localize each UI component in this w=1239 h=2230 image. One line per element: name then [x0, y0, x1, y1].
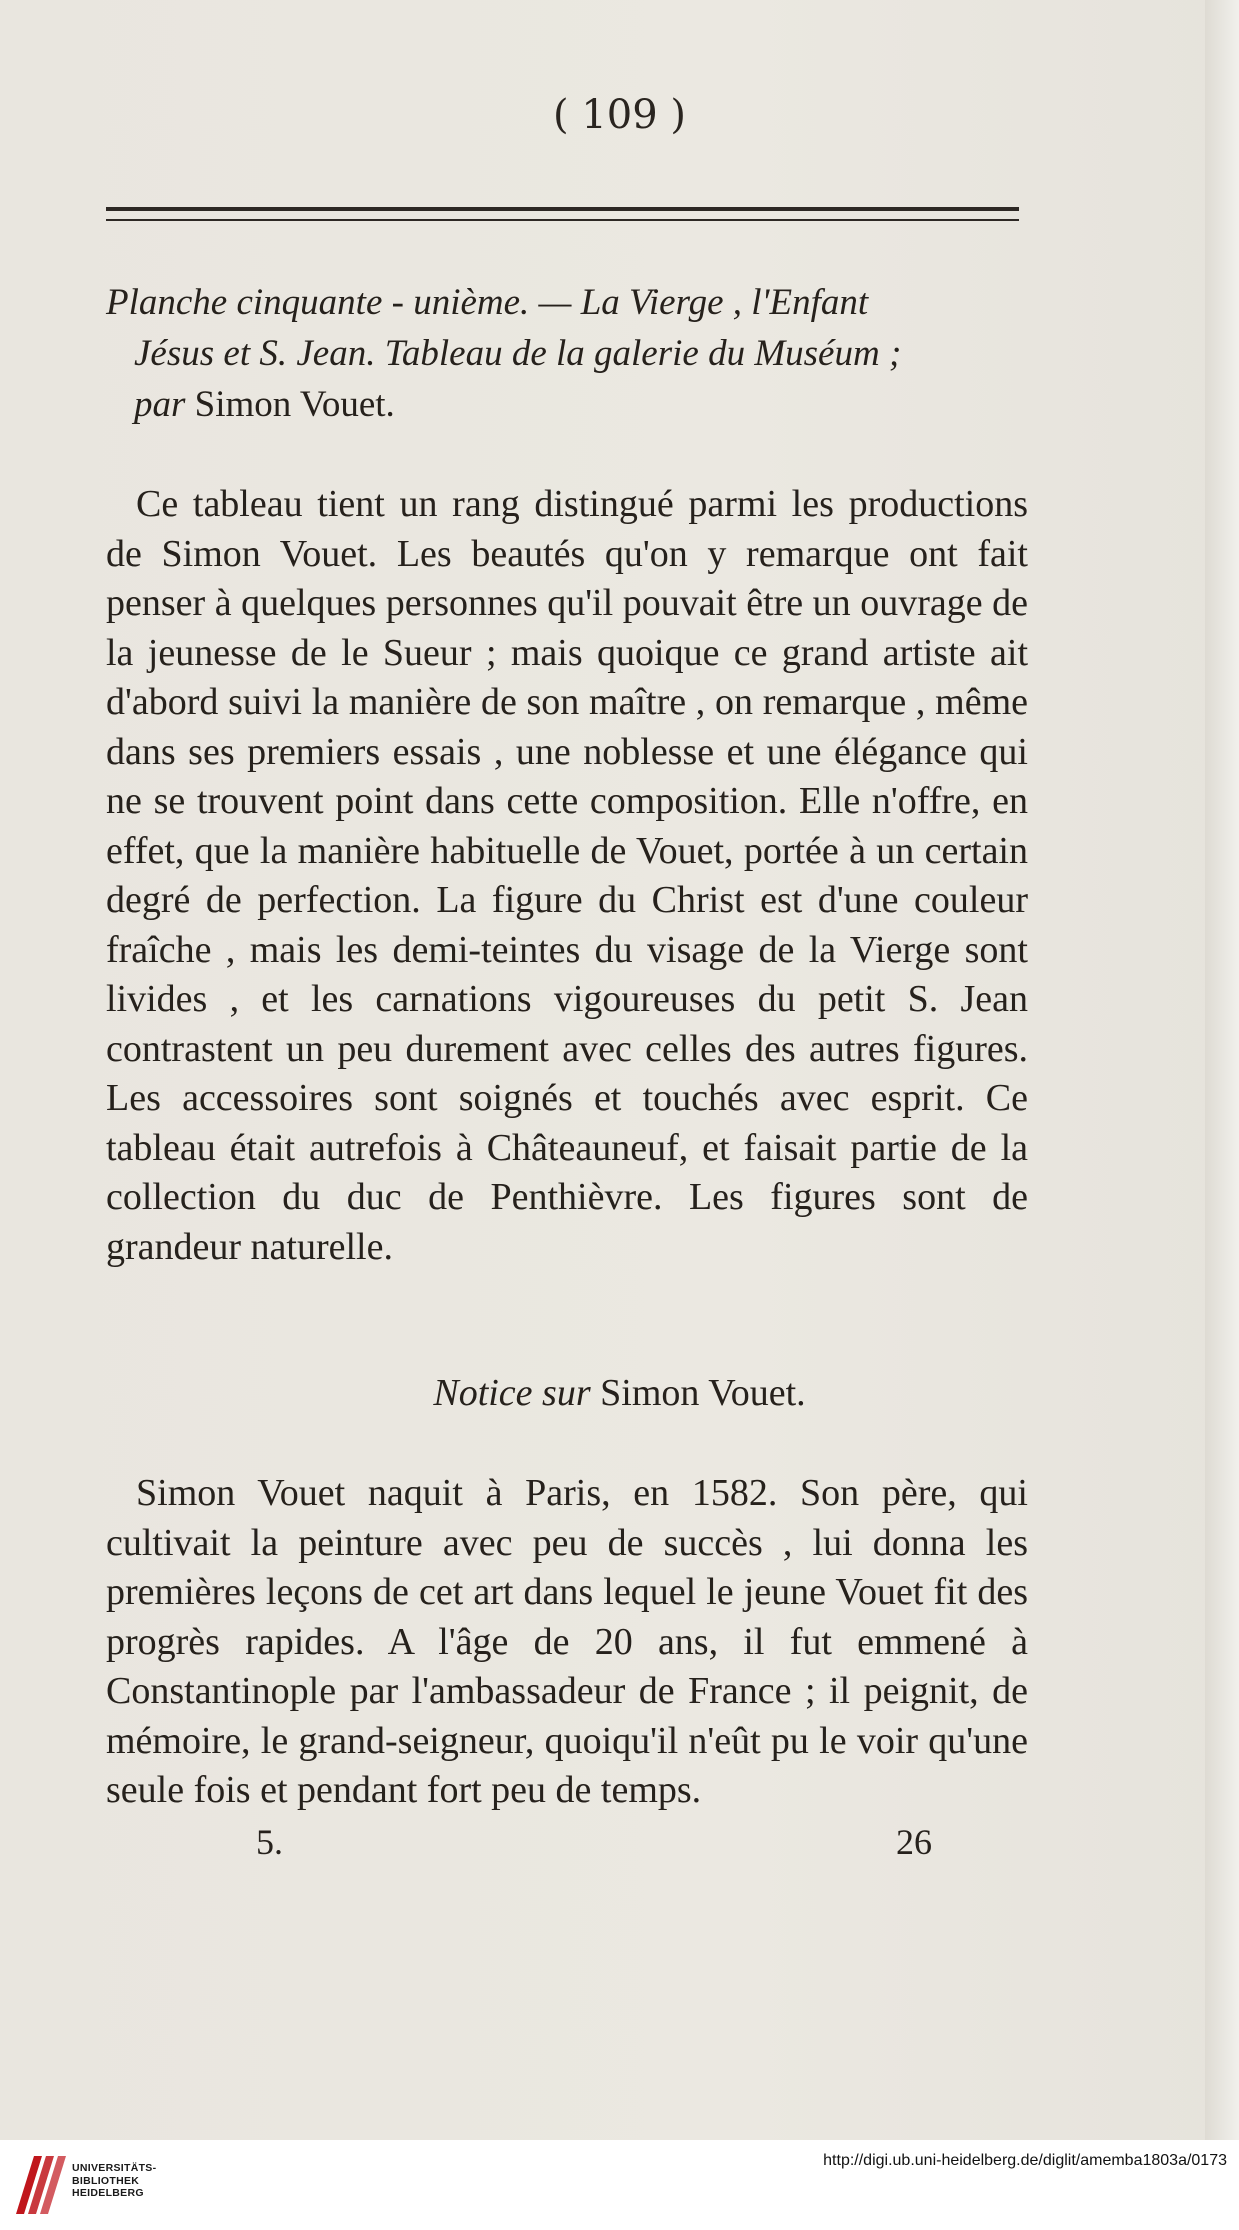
paragraph-biography: Simon Vouet naquit à Paris, en 1582. Son père, qui cultivait la peinture avec peu de succès , lui donna les premières leçons de cet art dans lequel le jeune Vouet fit des progrès rapides. A l'âge de 20 ans, il fut emmené à Constantinople par l'ambassadeur de France ; il peignit, de mémoire, le grand-seigneur, quoiqu'il n'eût pu le voir qu'une seule fois et pendant fort peu de temps. [106, 1472, 1028, 1811]
page-edge-shadow [1205, 0, 1239, 2140]
caption-line-3 [106, 379, 1028, 430]
library-name [72, 2162, 156, 2200]
signature-mark-left: 5. [256, 1822, 283, 1862]
header-rule-thin [106, 219, 1019, 221]
caption-par: par [134, 384, 186, 425]
library-name-line-3: HEIDELBERG [72, 2187, 144, 2199]
library-name-line-2: BIBLIOTHEK [72, 2174, 140, 2187]
caption-line-2-text: Jésus et S. Jean. Tableau de la galerie du Muséum ; [134, 333, 902, 374]
header-rule-thick [106, 207, 1019, 211]
notice-heading [0, 1371, 1239, 1415]
library-name-line-1: UNIVERSITÄTS- [72, 2162, 157, 2174]
university-library-logo-icon [12, 2152, 72, 2218]
page-number: ( 109 ) [553, 92, 686, 138]
notice-heading-italic: Notice sur [433, 1372, 591, 1414]
signature-mark-right: 26 [896, 1822, 932, 1862]
notice-heading-name: Simon Vouet. [590, 1372, 806, 1414]
source-url-link[interactable]: http://digi.ub.uni-heidelberg.de/diglit/amemba1803a/0173 [823, 2152, 1227, 2169]
paragraph-description: Ce tableau tient un rang distingué parmi les productions de Simon Vouet. Les beautés qu'on y remarque ont fait penser à quelques personnes qu'il pouvait être un ouvrage de la jeunesse de le Sueur ; mais quoique ce grand artiste ait d'abord suivi la manière de son maître , on remarque , même dans ses premiers essais , une noblesse et une élégance qui ne se trouvent point dans cette composition. Elle n'offre, en effet, que la manière habituelle de Vouet, portée à un certain degré de perfection. La figure du Christ est d'une couleur fraîche , mais les demi-teintes du visage de la Vierge sont livides , et les carnations vigoureuses du petit S. Jean contrastent un peu durement avec celles des autres figures. Les accessoires sont soignés et touchés avec esprit. Ce tableau était autrefois à Châteauneuf, et faisait partie de la collection du duc de Penthièvre. Les figures sont de grandeur naturelle. [106, 483, 1028, 1268]
caption-line-1: Planche cinquante - unième. — La Vierge , l'Enfant [106, 282, 869, 323]
caption-line-2 [106, 328, 1028, 379]
caption-artist-name: Simon Vouet. [185, 384, 395, 425]
digitization-footer [0, 2140, 1239, 2230]
plate-caption [106, 277, 1028, 430]
